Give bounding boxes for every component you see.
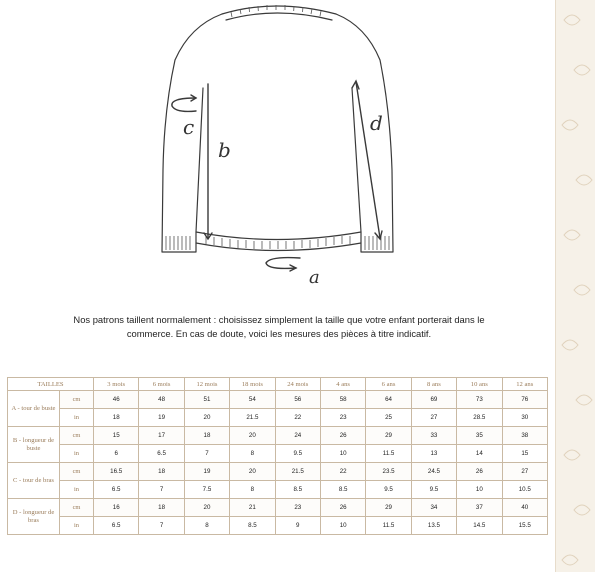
size-header-cell: 6 ans (366, 378, 411, 391)
measurement-cell: 19 (139, 409, 184, 427)
measurement-cell: 7 (139, 481, 184, 499)
measurement-cell: 26 (457, 463, 502, 481)
measurement-cell: 14 (457, 445, 502, 463)
measurement-row (8, 499, 548, 517)
measurement-cell: 11.5 (366, 517, 411, 535)
measurement-cell: 10 (457, 481, 502, 499)
size-header-cell: 6 mois (139, 378, 184, 391)
measurement-cell: 24 (275, 427, 320, 445)
size-header-corner: TAILLES (8, 378, 94, 391)
unit-cell: cm (60, 463, 94, 481)
measurement-cell: 23.5 (366, 463, 411, 481)
measurement-cell: 9.5 (411, 481, 456, 499)
measurement-group-label: A - tour de buste (8, 391, 60, 427)
measurement-cell: 7.5 (184, 481, 229, 499)
measurement-group-label: B - longueur de buste (8, 427, 60, 463)
measurement-cell: 9 (275, 517, 320, 535)
measurement-cell: 46 (94, 391, 139, 409)
measurement-cell: 8.5 (320, 481, 365, 499)
measurement-row (8, 391, 548, 409)
measure-label-d: d (370, 111, 383, 135)
measurement-cell: 76 (502, 391, 547, 409)
measurement-cell: 21.5 (230, 409, 275, 427)
measurement-cell: 8.5 (230, 517, 275, 535)
measurement-cell: 8 (184, 517, 229, 535)
measurement-cell: 20 (230, 463, 275, 481)
measure-label-b: b (218, 138, 231, 162)
measurement-cell: 26 (320, 499, 365, 517)
measurement-cell: 24.5 (411, 463, 456, 481)
measurement-row (8, 481, 548, 499)
unit-cell: in (60, 445, 94, 463)
measurement-cell: 18 (184, 427, 229, 445)
size-header-cell: 3 mois (94, 378, 139, 391)
measurement-cell: 22 (275, 409, 320, 427)
measurement-cell: 28.5 (457, 409, 502, 427)
measurement-cell: 48 (139, 391, 184, 409)
measurement-cell: 20 (230, 427, 275, 445)
measurement-row (8, 445, 548, 463)
measurement-cell: 14.5 (457, 517, 502, 535)
measurement-cell: 16 (94, 499, 139, 517)
measurement-cell: 18 (139, 499, 184, 517)
measurement-cell: 7 (139, 517, 184, 535)
size-header-cell: 24 mois (275, 378, 320, 391)
measurement-cell: 40 (502, 499, 547, 517)
measurement-cell: 27 (411, 409, 456, 427)
measurement-cell: 21 (230, 499, 275, 517)
measurement-group-label: D - longueur de bras (8, 499, 60, 535)
measurement-cell: 23 (320, 409, 365, 427)
unit-cell: cm (60, 391, 94, 409)
measurement-cell: 16.5 (94, 463, 139, 481)
intro-text (20, 313, 538, 341)
measurement-cell: 33 (411, 427, 456, 445)
measurement-cell: 10 (320, 445, 365, 463)
measurement-cell: 15 (94, 427, 139, 445)
measurement-cell: 27 (502, 463, 547, 481)
measurement-cell: 29 (366, 499, 411, 517)
measurement-cell: 56 (275, 391, 320, 409)
measurement-cell: 34 (411, 499, 456, 517)
measurement-cell: 38 (502, 427, 547, 445)
size-header-cell: 18 mois (230, 378, 275, 391)
measurement-cell: 6.5 (94, 517, 139, 535)
size-header-row (8, 378, 548, 391)
leaf-pattern-icon (556, 0, 595, 572)
unit-cell: cm (60, 499, 94, 517)
measurement-cell: 35 (457, 427, 502, 445)
measurement-cell: 13.5 (411, 517, 456, 535)
measurement-cell: 8 (230, 481, 275, 499)
intro-line-2: commerce. En cas de doute, voici les mesures des pièces à titre indicatif. (126, 328, 432, 339)
measurement-cell: 21.5 (275, 463, 320, 481)
size-table (7, 377, 548, 535)
measurement-row (8, 409, 548, 427)
size-header-cell: 10 ans (457, 378, 502, 391)
size-header-cell: 4 ans (320, 378, 365, 391)
measurement-cell: 29 (366, 427, 411, 445)
measurement-cell: 22 (320, 463, 365, 481)
measurement-cell: 8 (230, 445, 275, 463)
measurement-cell: 8.5 (275, 481, 320, 499)
measurement-cell: 11.5 (366, 445, 411, 463)
measurement-cell: 23 (275, 499, 320, 517)
measurement-cell: 58 (320, 391, 365, 409)
measurement-cell: 64 (366, 391, 411, 409)
measurement-cell: 6 (94, 445, 139, 463)
sweater-illustration (150, 0, 430, 290)
measurement-cell: 26 (320, 427, 365, 445)
measurement-cell: 19 (184, 463, 229, 481)
measure-label-c: c (183, 115, 195, 139)
measurement-row (8, 427, 548, 445)
unit-cell: in (60, 481, 94, 499)
measurement-cell: 20 (184, 499, 229, 517)
measurement-cell: 6.5 (139, 445, 184, 463)
measurement-cell: 51 (184, 391, 229, 409)
size-header-cell: 12 ans (502, 378, 547, 391)
measurement-cell: 7 (184, 445, 229, 463)
unit-cell: in (60, 517, 94, 535)
size-header-cell: 8 ans (411, 378, 456, 391)
measurement-cell: 15 (502, 445, 547, 463)
measurement-cell: 37 (457, 499, 502, 517)
measurement-cell: 69 (411, 391, 456, 409)
measurement-cell: 9.5 (366, 481, 411, 499)
measurement-cell: 6.5 (94, 481, 139, 499)
measurement-cell: 15.5 (502, 517, 547, 535)
measurement-cell: 18 (139, 463, 184, 481)
decorative-edge-strip (555, 0, 595, 572)
size-header-cell: 12 mois (184, 378, 229, 391)
measurement-cell: 9.5 (275, 445, 320, 463)
unit-cell: cm (60, 427, 94, 445)
measurement-cell: 10.5 (502, 481, 547, 499)
measurement-cell: 10 (320, 517, 365, 535)
unit-cell: in (60, 409, 94, 427)
measurement-cell: 17 (139, 427, 184, 445)
measurement-row (8, 463, 548, 481)
measurement-cell: 54 (230, 391, 275, 409)
measurement-cell: 30 (502, 409, 547, 427)
measurement-cell: 18 (94, 409, 139, 427)
measure-label-a: a (309, 267, 320, 288)
measurement-cell: 20 (184, 409, 229, 427)
measurement-group-label: C - tour de bras (8, 463, 60, 499)
size-table-body (8, 391, 548, 535)
intro-line-1: Nos patrons taillent normalement : choisissez simplement la taille que votre enfant porterait dans le (73, 314, 485, 325)
measurement-cell: 25 (366, 409, 411, 427)
measurement-cell: 73 (457, 391, 502, 409)
measurement-row (8, 517, 548, 535)
measurement-cell: 13 (411, 445, 456, 463)
